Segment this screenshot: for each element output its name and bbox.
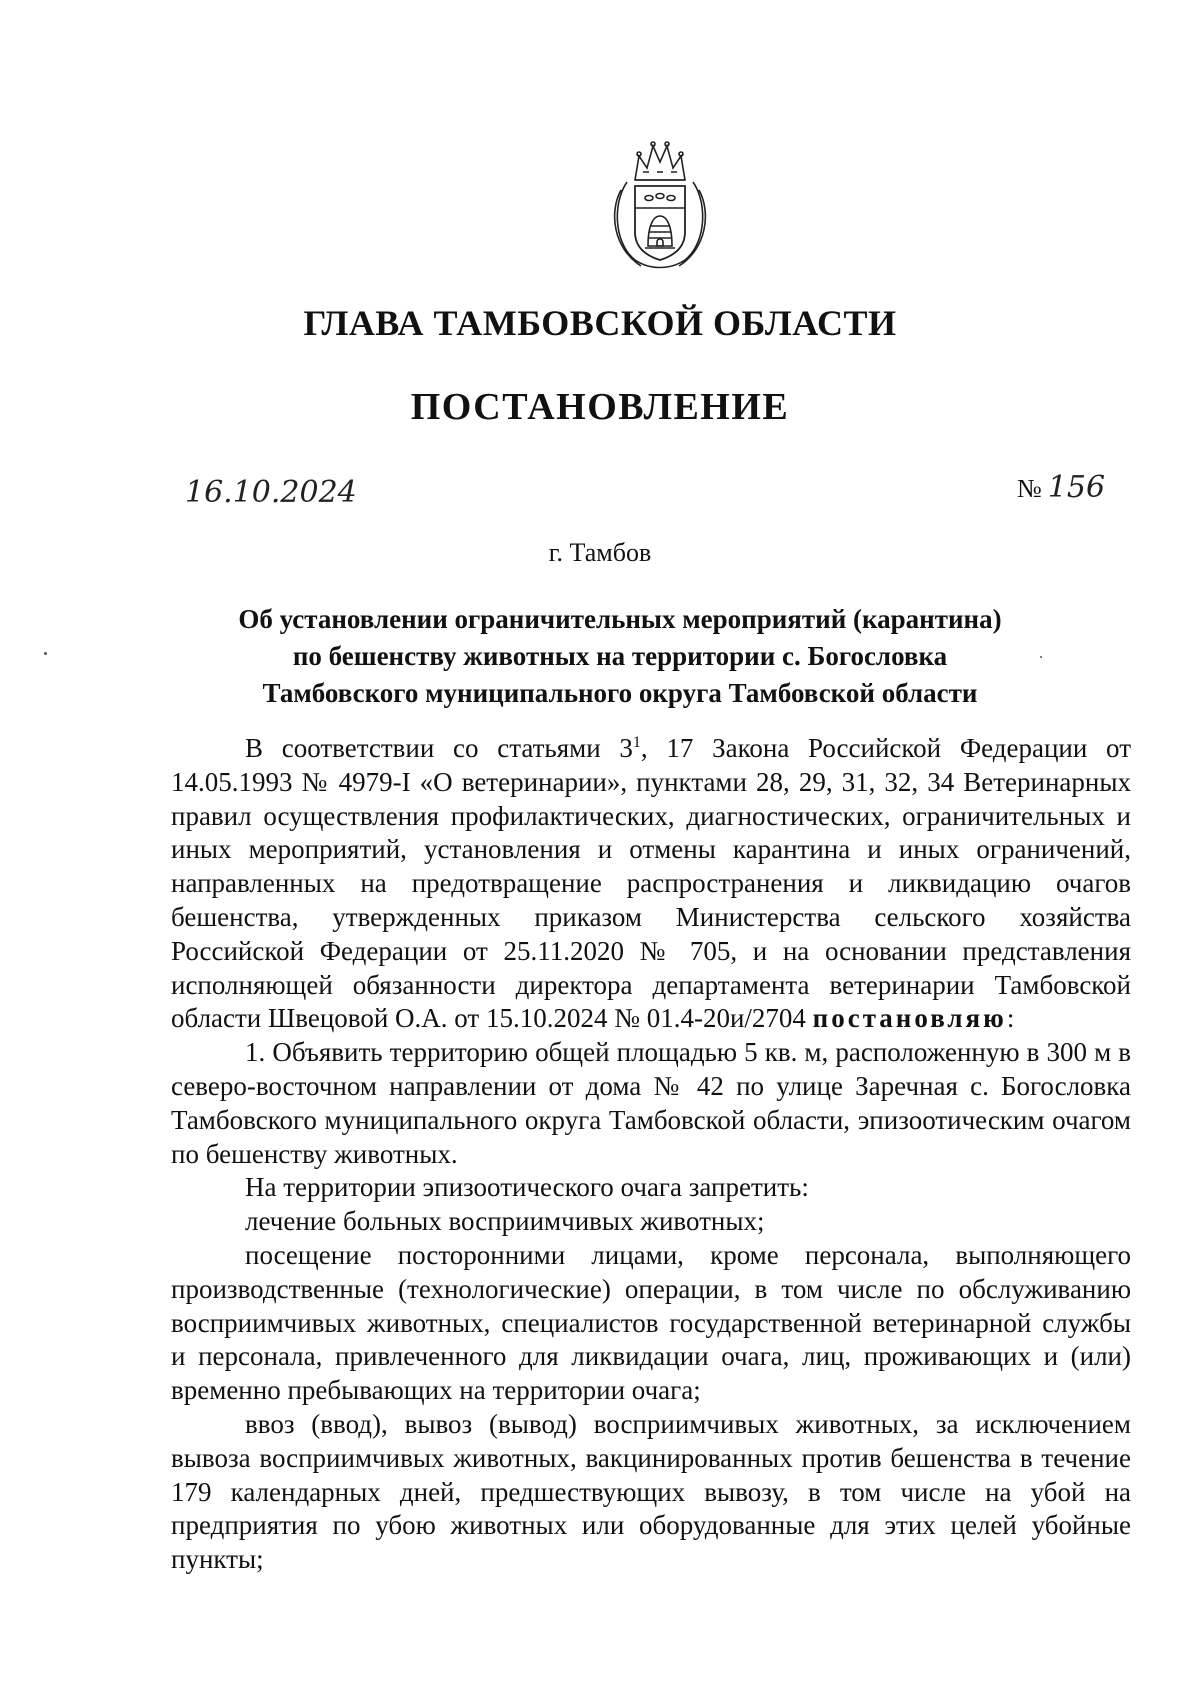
decree-colon: : <box>1006 1003 1015 1034</box>
city-line: г. Тамбов <box>548 538 652 567</box>
document-number <box>1017 470 1105 505</box>
decree-word: постановляю <box>812 1003 1007 1034</box>
scan-speck <box>1040 656 1042 658</box>
paragraph-item-1: 1. Объявить территорию общей площадью 5 кв. м, расположенную в 300 м в северо-восточном направлении от дома № 42 по улице Заречная с. Богословка Тамбовского муниципального округа Тамбовской области, эпизоотическим очагом по бешенству животных. <box>171 1037 1131 1169</box>
paragraph-prohibit-transport: ввоз (ввод), вывоз (вывод) восприимчивых животных, за исключением вывоза восприимчивых животных, вакцинированных против бешенства в течение 179 календарных дней, предшествующих вывозу, в том числе на убой на предприятия по убою животных или оборудованные для этих целей убойные пункты; <box>171 1408 1131 1575</box>
handwritten-date: 16.10.2024 <box>185 475 357 510</box>
title-line-1: Об установлении ограничительных мероприятий (карантина) <box>238 604 1002 634</box>
preamble-text-end: , 17 Закона Российской Федерации от 14.05.1993 № 4979-I «О ветеринарии», пунктами 28, 29, 31, 32, 34 Ветеринарных правил осуществления профилактических, диагностических, ограничительных и иных мероприятий, установления и отмены карантина и иных ограничений, направленных на предотвращение распространения и ликвидацию очагов бешенства, утвержденных приказом Министерства сельского хозяйства Российской Федерации от 25.11.2020 № 705, и на основании представления исполняющей обязанности директора департамента ветеринарии Тамбовской области Швецовой О.А. от 15.10.2024 № 01.4-20и/2704 <box>171 733 1131 1034</box>
document-body <box>171 732 1131 1577</box>
document-type-heading: ПОСТАНОВЛЕНИЕ <box>410 386 790 428</box>
superscript-article: 1 <box>632 734 641 751</box>
coat-of-arms-icon <box>605 132 715 274</box>
handwritten-number: 156 <box>1047 470 1106 505</box>
number-sign: № <box>1017 474 1042 503</box>
document-title <box>180 601 1060 712</box>
paragraph-prohibit-visits: посещение посторонними лицами, кроме персонала, выполняющего производственные (технологические) операции, в том числе по обслуживанию восприимчивых животных, специалистов государственной ветеринарной службы и персонала, привлеченного для ликвидации очага, лиц, проживающих и (или) временно пребывающих на территории очага; <box>171 1239 1131 1406</box>
paragraph-prohibit-treatment: лечение больных восприимчивых животных; <box>245 1206 765 1237</box>
title-line-2: по бешенству животных на территории с. Богословка <box>292 641 948 671</box>
authority-heading: ГЛАВА ТАМБОВСКОЙ ОБЛАСТИ <box>303 303 897 343</box>
scan-speck <box>44 652 47 655</box>
paragraph-prohibit-intro: На территории эпизоотического очага запретить: <box>245 1172 809 1203</box>
title-line-3: Тамбовского муниципального округа Тамбовской области <box>262 678 978 708</box>
preamble-paragraph <box>171 732 1131 1036</box>
preamble-text-start: В соответствии со статьями 3 <box>245 733 633 763</box>
